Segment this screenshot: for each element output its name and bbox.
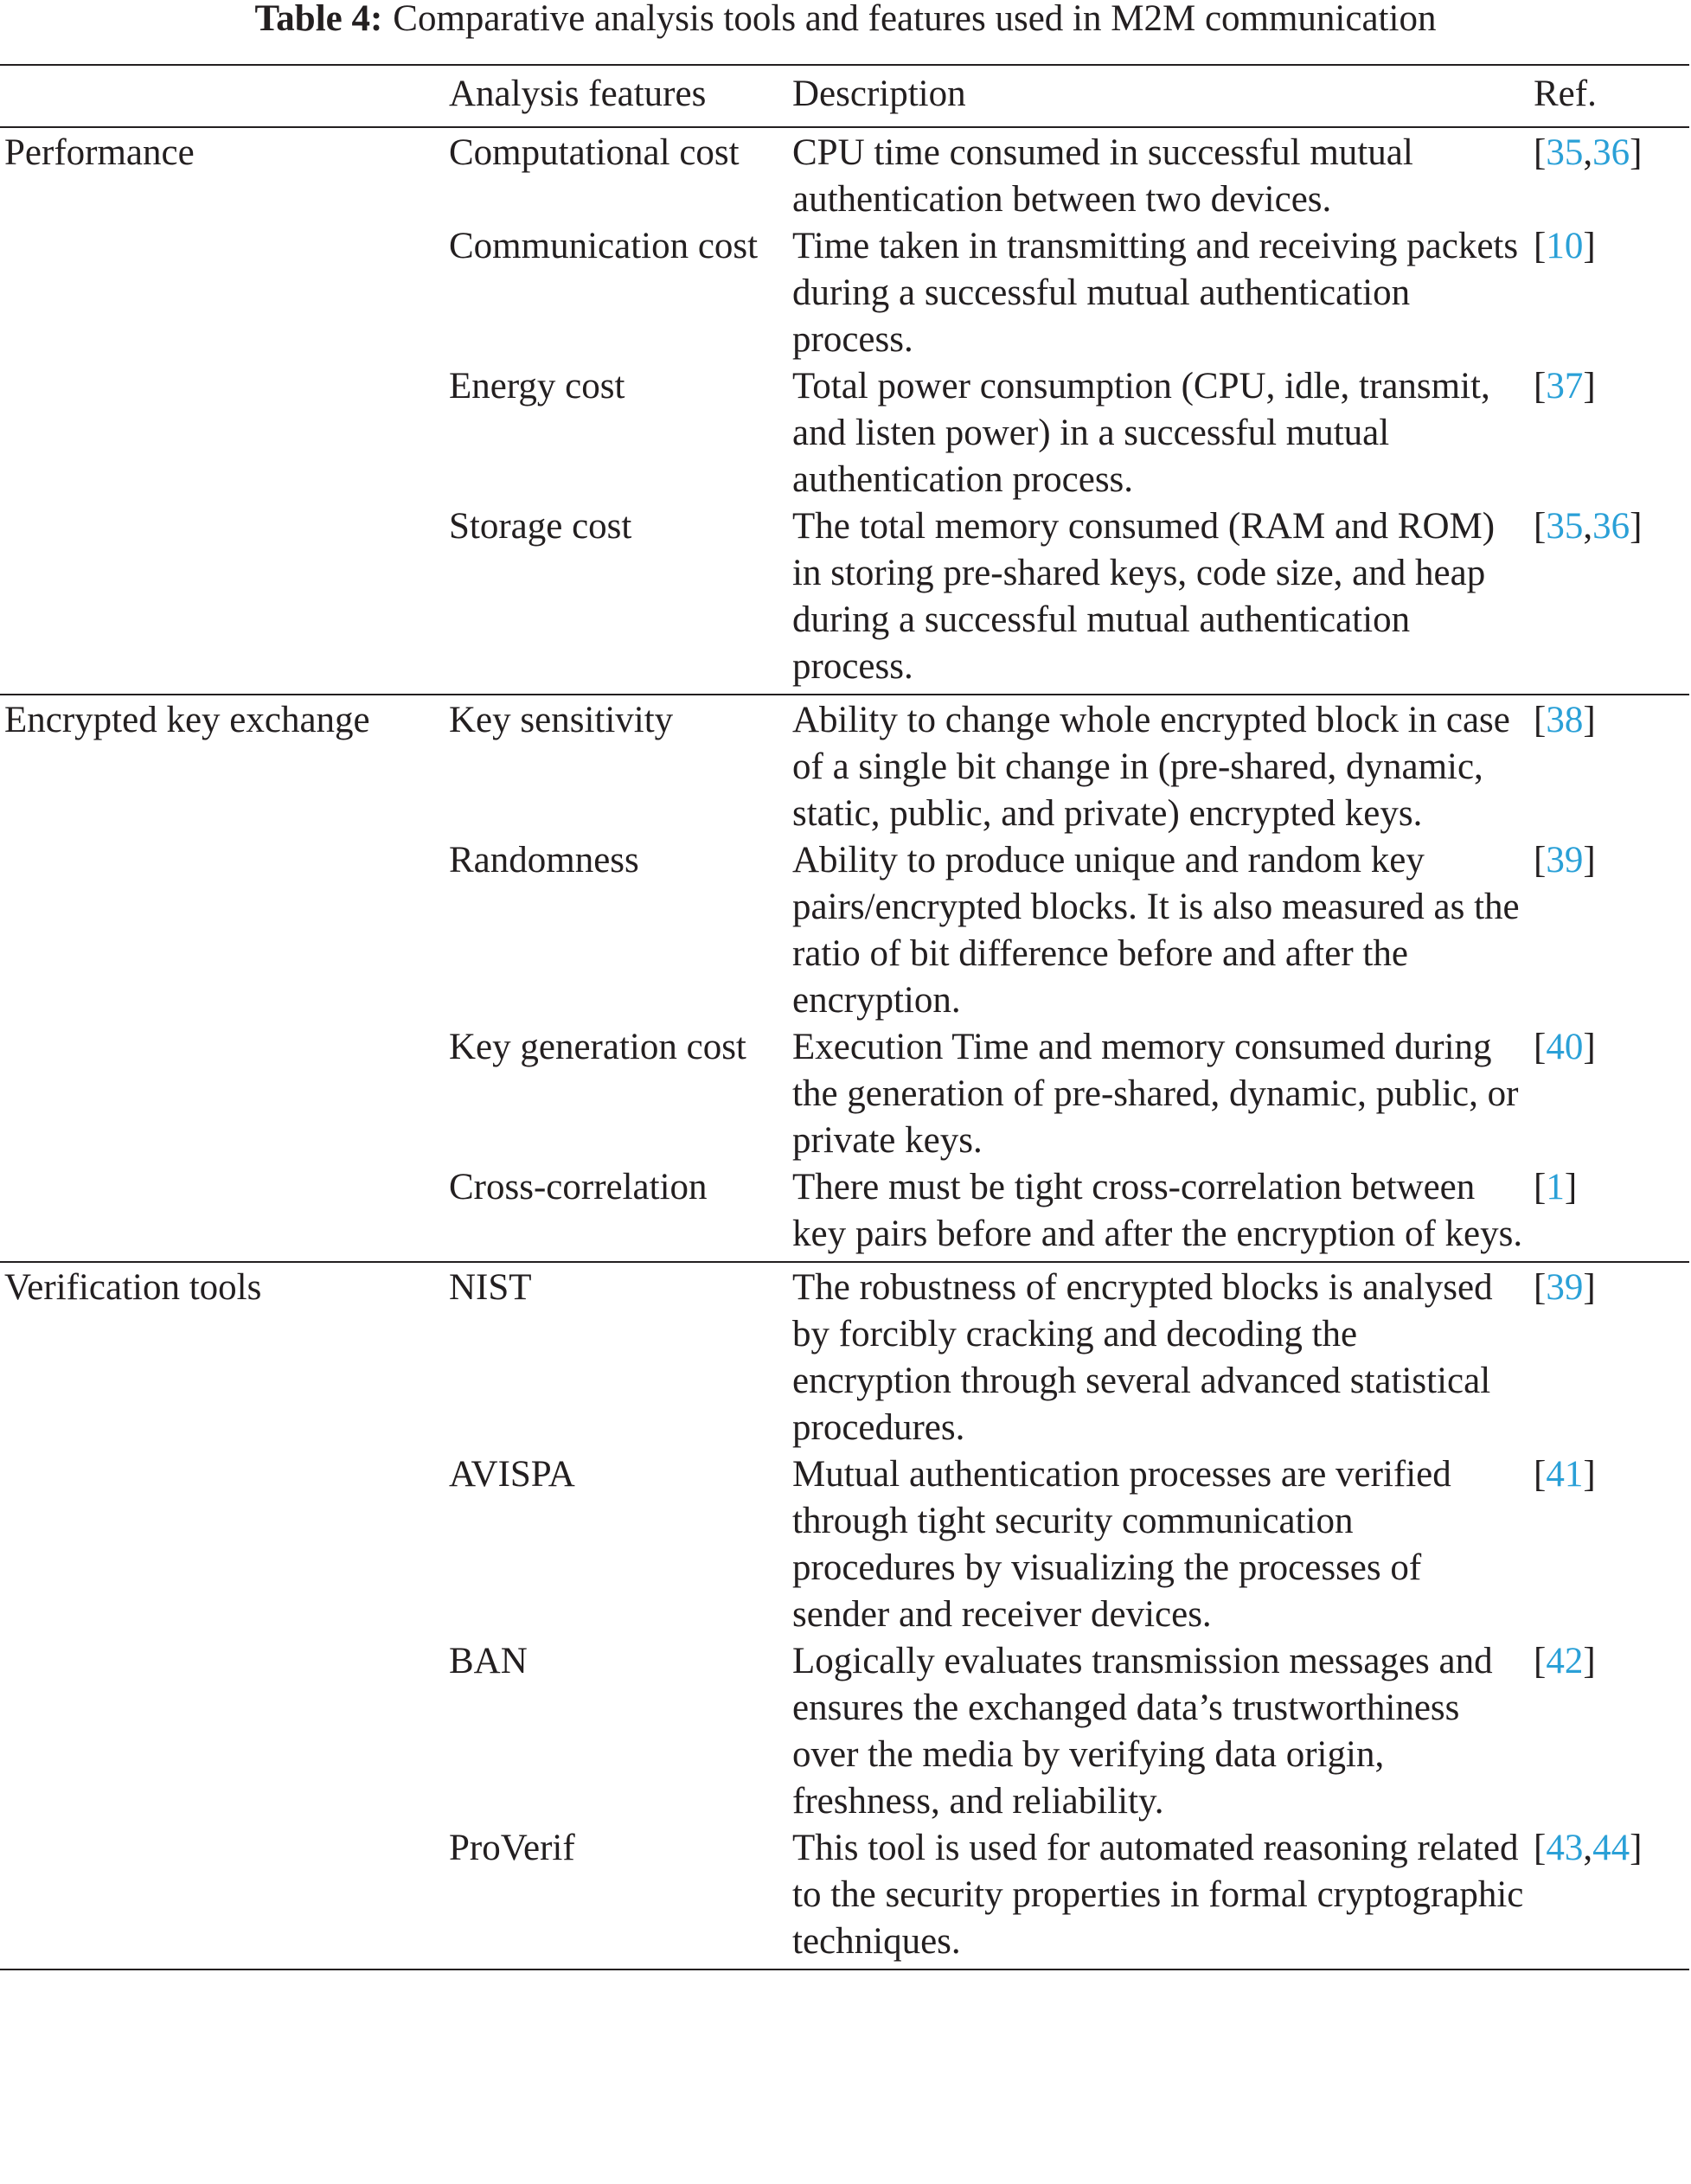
- category-cell: [0, 1825, 449, 1965]
- description-cell: Execution Time and memory consumed during the generation of pre-shared, dynamic, public, or private keys.: [792, 1027, 1519, 1161]
- description-cell: Ability to change whole encrypted block in case of a single bit change in (pre-shared, dynamic, static, public, and private) encrypted keys.: [792, 700, 1510, 834]
- ref-cell: [39]: [1534, 840, 1596, 881]
- feature-cell: Computational cost: [449, 132, 740, 173]
- description-cell: Logically evaluates transmission messages and ensures the exchanged data’s trustworthiness over the media by verifying data origin, freshness, and reliability.: [792, 1641, 1493, 1822]
- citation-link[interactable]: 43: [1546, 1828, 1584, 1868]
- ref-cell: [40]: [1534, 1027, 1596, 1067]
- group-label: Performance: [4, 132, 195, 173]
- ref-cell: [41]: [1534, 1454, 1596, 1495]
- citation-link[interactable]: 39: [1546, 840, 1584, 881]
- table-caption-text: Comparative analysis tools and features used in M2M communication: [393, 0, 1437, 39]
- feature-cell: BAN: [449, 1641, 528, 1681]
- table-row: [0, 837, 1689, 1024]
- header-description: Description: [792, 74, 966, 114]
- feature-cell: AVISPA: [449, 1454, 575, 1495]
- description-cell: Ability to produce unique and random key pairs/encrypted blocks. It is also measured as the ratio of bit difference before and after the encryption.: [792, 840, 1520, 1021]
- citation-link[interactable]: 35: [1546, 132, 1584, 173]
- description-cell: Total power consumption (CPU, idle, transmit, and listen power) in a successful mutual authentication process.: [792, 366, 1490, 500]
- category-cell: [0, 1265, 449, 1451]
- feature-cell: Cross-correlation: [449, 1167, 708, 1207]
- description-cell: The robustness of encrypted blocks is analysed by forcibly cracking and decoding the encryption through several advanced statistical procedures.: [792, 1267, 1493, 1448]
- citation-link[interactable]: 39: [1546, 1267, 1584, 1308]
- citation-link[interactable]: 36: [1592, 132, 1630, 173]
- description-cell: This tool is used for automated reasoning related to the security properties in formal cryptographic techniques.: [792, 1828, 1524, 1962]
- ref-cell: [39]: [1534, 1267, 1596, 1308]
- group-rule: [0, 1969, 1689, 1970]
- table-group: [0, 695, 1689, 1261]
- citation-link[interactable]: 37: [1546, 366, 1584, 407]
- ref-cell: [43,44]: [1534, 1828, 1643, 1868]
- table-header-row: [0, 66, 1689, 126]
- category-cell: [0, 363, 449, 503]
- ref-cell: [38]: [1534, 700, 1596, 740]
- group-label: Verification tools: [4, 1267, 262, 1308]
- category-cell: [0, 1451, 449, 1638]
- ref-cell: [37]: [1534, 366, 1596, 407]
- comparison-table: [0, 64, 1689, 1970]
- ref-cell: [35,36]: [1534, 506, 1643, 547]
- description-cell: CPU time consumed in successful mutual authentication between two devices.: [792, 132, 1413, 220]
- category-cell: [0, 503, 449, 690]
- category-cell: [0, 1638, 449, 1825]
- citation-link[interactable]: 1: [1546, 1167, 1565, 1207]
- table-row: [0, 1265, 1689, 1451]
- ref-cell: [10]: [1534, 226, 1596, 266]
- header-ref: Ref.: [1534, 74, 1597, 114]
- table-group: [0, 128, 1689, 694]
- table-row: [0, 223, 1689, 363]
- table-row: [0, 503, 1689, 690]
- feature-cell: Energy cost: [449, 366, 625, 407]
- header-analysis-features: Analysis features: [449, 74, 707, 114]
- table-row: [0, 1451, 1689, 1638]
- description-cell: There must be tight cross-correlation between key pairs before and after the encryption of keys.: [792, 1167, 1523, 1254]
- table-row: [0, 1024, 1689, 1164]
- feature-cell: Communication cost: [449, 226, 759, 266]
- citation-link[interactable]: 38: [1546, 700, 1584, 740]
- table-caption-label: Table 4:: [254, 0, 383, 39]
- table-row: [0, 697, 1689, 837]
- ref-cell: [1]: [1534, 1167, 1578, 1207]
- citation-link[interactable]: 35: [1546, 506, 1584, 547]
- category-cell: [0, 1164, 449, 1258]
- category-cell: [0, 130, 449, 223]
- table-body: [0, 128, 1689, 1970]
- citation-link[interactable]: 41: [1546, 1454, 1584, 1495]
- feature-cell: Key generation cost: [449, 1027, 746, 1067]
- category-cell: [0, 223, 449, 363]
- citation-link[interactable]: 40: [1546, 1027, 1584, 1067]
- group-label: Encrypted key exchange: [4, 700, 370, 740]
- category-cell: [0, 837, 449, 1024]
- citation-link[interactable]: 36: [1592, 506, 1630, 547]
- table-caption: [0, 0, 1691, 38]
- ref-cell: [35,36]: [1534, 132, 1643, 173]
- citation-link[interactable]: 10: [1546, 226, 1584, 266]
- table-row: [0, 1638, 1689, 1825]
- feature-cell: ProVerif: [449, 1828, 575, 1868]
- table-row: [0, 130, 1689, 223]
- table-row: [0, 1825, 1689, 1965]
- citation-link[interactable]: 44: [1592, 1828, 1630, 1868]
- table-row: [0, 363, 1689, 503]
- ref-cell: [42]: [1534, 1641, 1596, 1681]
- category-cell: [0, 697, 449, 837]
- feature-cell: NIST: [449, 1267, 532, 1308]
- feature-cell: Randomness: [449, 840, 639, 881]
- header-category: [0, 71, 449, 118]
- citation-link[interactable]: 42: [1546, 1641, 1584, 1681]
- description-cell: The total memory consumed (RAM and ROM) in storing pre-shared keys, code size, and heap during a successful mutual authentication process.: [792, 506, 1496, 687]
- table-group: [0, 1263, 1689, 1969]
- description-cell: Time taken in transmitting and receiving packets during a successful mutual authentication process.: [792, 226, 1519, 360]
- feature-cell: Key sensitivity: [449, 700, 674, 740]
- category-cell: [0, 1024, 449, 1164]
- feature-cell: Storage cost: [449, 506, 632, 547]
- table-row: [0, 1164, 1689, 1258]
- description-cell: Mutual authentication processes are verified through tight security communication procedures by visualizing the processes of sender and receiver devices.: [792, 1454, 1451, 1635]
